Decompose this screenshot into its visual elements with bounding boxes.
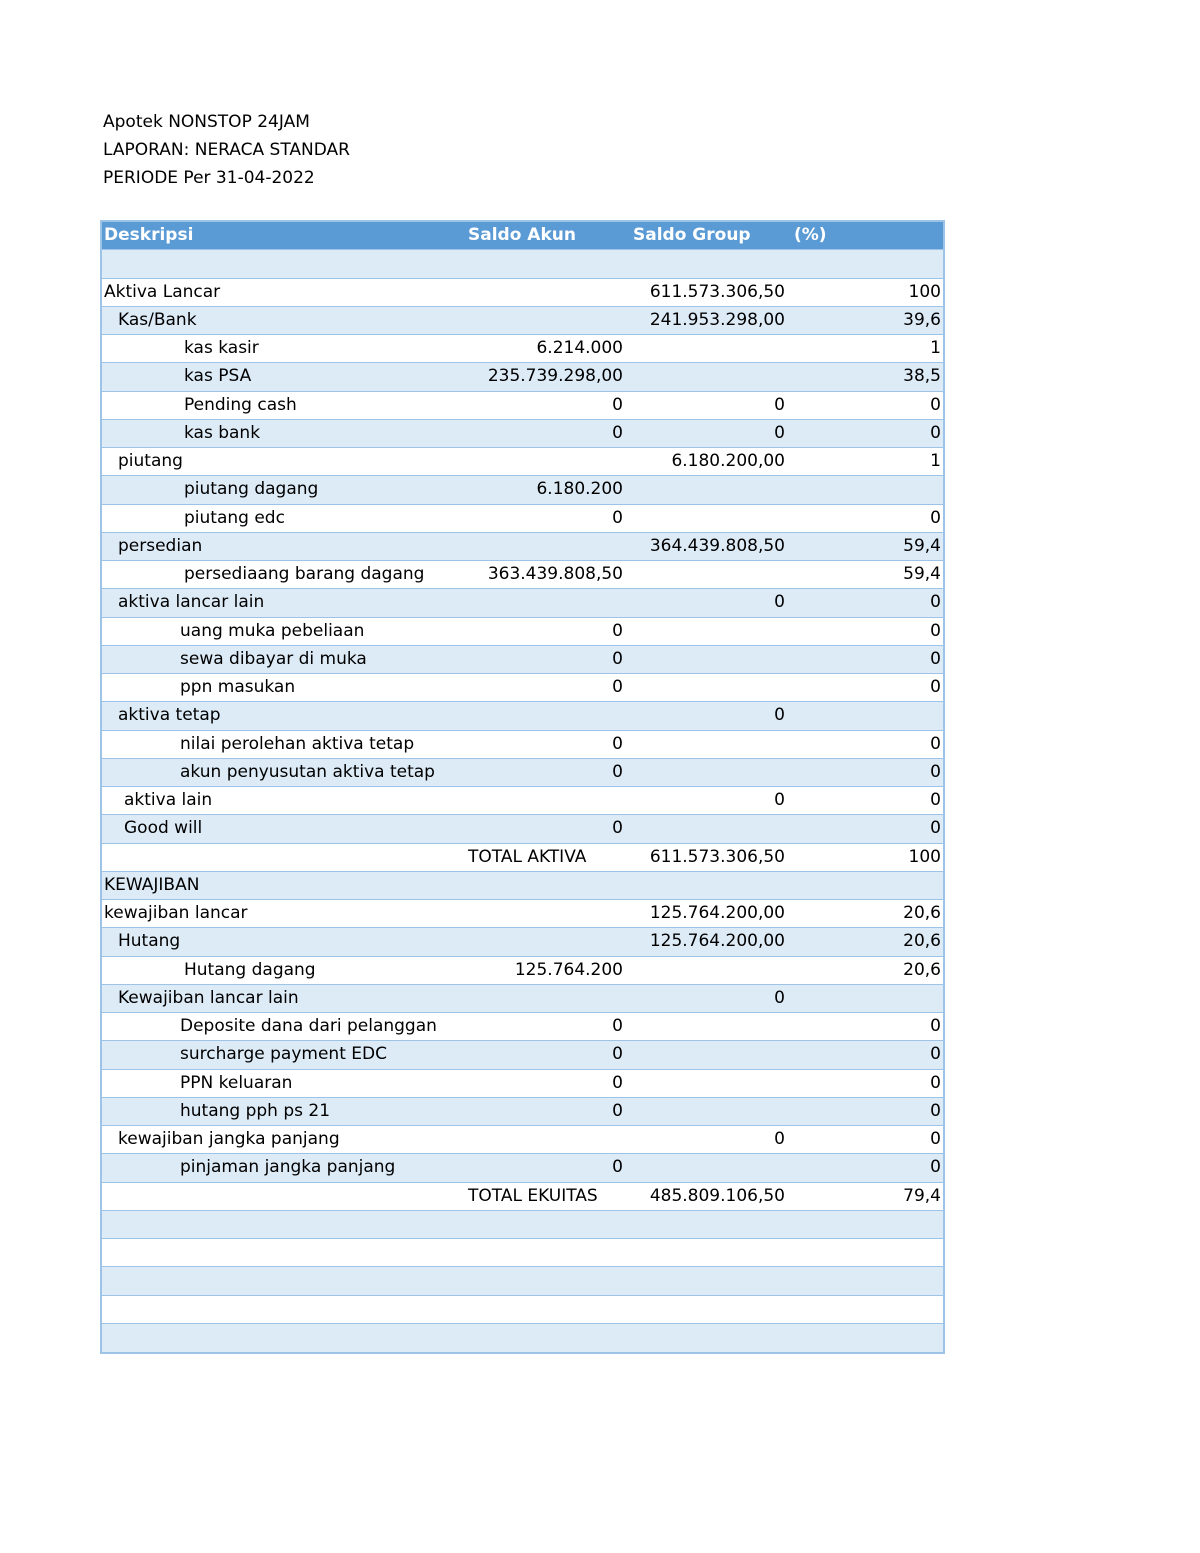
percent-value: 0 [930,1072,941,1093]
column-header-deskripsi: Deskripsi [104,225,194,245]
row-description: piutang edc [184,507,285,528]
table-row [102,1324,943,1352]
saldo-group-value: 0 [774,705,785,726]
column-header-saldo-akun: Saldo Akun [468,225,576,245]
percent-value: 1 [930,451,941,471]
table-row [102,1239,943,1267]
table-row [102,646,943,674]
percent-value: 0 [930,422,941,443]
table-row [102,1296,943,1324]
table-row [102,674,943,702]
saldo-akun-value: 125.764.200 [514,959,623,980]
table-row [102,900,943,928]
saldo-group-value: 0 [774,592,785,613]
table-row [102,1041,943,1069]
column-header-saldo-group: Saldo Group [633,225,751,245]
row-description: kas bank [184,422,261,443]
row-description: persedian [118,535,203,556]
percent-value: 20,6 [903,959,941,980]
table-row [102,618,943,646]
table-row [102,363,943,391]
percent-value: 100 [908,281,941,302]
saldo-group-value: 364.439.808,50 [649,535,785,556]
row-description: Kas/Bank [118,309,197,330]
saldo-group-value: 0 [774,790,785,810]
row-description: aktiva tetap [118,705,221,726]
row-description: nilai perolehan aktiva tetap [180,733,415,754]
table-row [102,957,943,985]
percent-value: 0 [930,790,941,810]
row-description: hutang pph ps 21 [180,1100,331,1121]
saldo-group-value: 241.953.298,00 [649,309,785,330]
row-description: kewajiban lancar [104,903,248,923]
row-description: piutang [118,451,183,471]
percent-value: 59,4 [903,564,941,584]
table-row [102,589,943,617]
percent-value: 38,5 [903,366,941,387]
saldo-akun-value: 0 [612,1072,623,1093]
percent-value: 59,4 [903,535,941,556]
table-row [102,1154,943,1182]
table-row [102,702,943,730]
saldo-akun-value: 0 [612,394,623,415]
row-description: kas PSA [184,366,252,387]
table-row [102,1013,943,1041]
table-row [102,561,943,589]
table-row [102,1126,943,1154]
table-row [102,392,943,420]
table-row [102,815,943,843]
saldo-akun-value: 0 [612,1016,623,1036]
percent-value: 0 [930,394,941,415]
saldo-group-value: 0 [774,987,785,1008]
balance-sheet-table [100,220,945,1354]
saldo-group-value: 611.573.306,50 [649,846,785,867]
percent-value: 20,6 [903,931,941,952]
table-row [102,844,943,872]
percent-value: 0 [930,733,941,754]
row-description: aktiva lancar lain [118,592,265,613]
row-description: Kewajiban lancar lain [118,987,299,1008]
percent-value: 0 [930,507,941,528]
row-description: Aktiva Lancar [104,281,221,302]
saldo-akun-value: 0 [612,761,623,782]
table-row [102,307,943,335]
table-row [102,1267,943,1295]
saldo-akun-value: 0 [612,818,623,839]
saldo-akun-value: 6.180.200 [536,479,623,500]
saldo-akun-value: 0 [612,620,623,641]
table-row [102,476,943,504]
row-description: sewa dibayar di muka [180,648,367,669]
table-row [102,985,943,1013]
column-header-percent: (%) [794,225,827,245]
percent-value: 0 [930,1157,941,1178]
table-row [102,1211,943,1239]
saldo-akun-value: 0 [612,1100,623,1121]
table-row [102,1098,943,1126]
saldo-akun-value: 0 [612,1044,623,1065]
saldo-akun-value: 0 [612,422,623,443]
percent-value: 20,6 [903,903,941,923]
saldo-akun-value: 0 [612,648,623,669]
row-description: pinjaman jangka panjang [180,1157,396,1178]
saldo-group-value: 0 [774,394,785,415]
percent-value: 0 [930,1100,941,1121]
percent-value: 0 [930,1016,941,1036]
table-row [102,448,943,476]
saldo-group-value: 0 [774,1129,785,1149]
row-description: akun penyusutan aktiva tetap [180,761,435,782]
percent-value: 100 [908,846,941,867]
percent-value: 0 [930,1044,941,1065]
saldo-group-value: 0 [774,422,785,443]
saldo-group-value: 611.573.306,50 [649,281,785,302]
saldo-group-value: 125.764.200,00 [649,903,785,923]
row-description: kewajiban jangka panjang [118,1129,340,1149]
table-row [102,872,943,900]
total-label: TOTAL AKTIVA [468,846,587,867]
saldo-group-value: 125.764.200,00 [649,931,785,952]
table-row [102,335,943,363]
table-row [102,533,943,561]
table-row [102,279,943,307]
row-description: uang muka pebeliaan [180,620,365,641]
percent-value: 0 [930,620,941,641]
report-title: LAPORAN: NERACA STANDAR [103,140,350,160]
saldo-akun-value: 0 [612,507,623,528]
company-name: Apotek NONSTOP 24JAM [103,112,310,132]
row-description: kas kasir [184,338,259,358]
table-row [102,1183,943,1211]
percent-value: 0 [930,592,941,613]
table-row [102,731,943,759]
table-row [102,420,943,448]
table-header-row [102,222,943,250]
row-description: Pending cash [184,394,297,415]
table-row [102,787,943,815]
saldo-akun-value: 0 [612,1157,623,1178]
percent-value: 0 [930,677,941,697]
row-description: surcharge payment EDC [180,1044,387,1065]
percent-value: 79,4 [903,1185,941,1206]
row-description: aktiva lain [124,790,213,810]
table-row [102,1070,943,1098]
row-description: Hutang [118,931,181,952]
percent-value: 39,6 [903,309,941,330]
saldo-akun-value: 235.739.298,00 [487,366,623,387]
report-header [103,108,350,192]
saldo-group-value: 6.180.200,00 [671,451,785,471]
row-description: PPN keluaran [180,1072,293,1093]
row-description: piutang dagang [184,479,319,500]
table-row [102,928,943,956]
table-row [102,759,943,787]
row-description: persediaang barang dagang [184,564,425,584]
saldo-akun-value: 363.439.808,50 [487,564,623,584]
row-description: Deposite dana dari pelanggan [180,1016,437,1036]
saldo-akun-value: 6.214.000 [536,338,623,358]
percent-value: 1 [930,338,941,358]
row-description: KEWAJIBAN [104,874,200,895]
percent-value: 0 [930,1129,941,1149]
row-description: Hutang dagang [184,959,316,980]
saldo-akun-value: 0 [612,677,623,697]
percent-value: 0 [930,761,941,782]
saldo-akun-value: 0 [612,733,623,754]
report-period: PERIODE Per 31-04-2022 [103,168,315,188]
table-row [102,505,943,533]
percent-value: 0 [930,818,941,839]
percent-value: 0 [930,648,941,669]
row-description: ppn masukan [180,677,296,697]
row-description: Good will [124,818,203,839]
table-row [102,250,943,278]
saldo-group-value: 485.809.106,50 [649,1185,785,1206]
total-label: TOTAL EKUITAS [468,1185,598,1206]
